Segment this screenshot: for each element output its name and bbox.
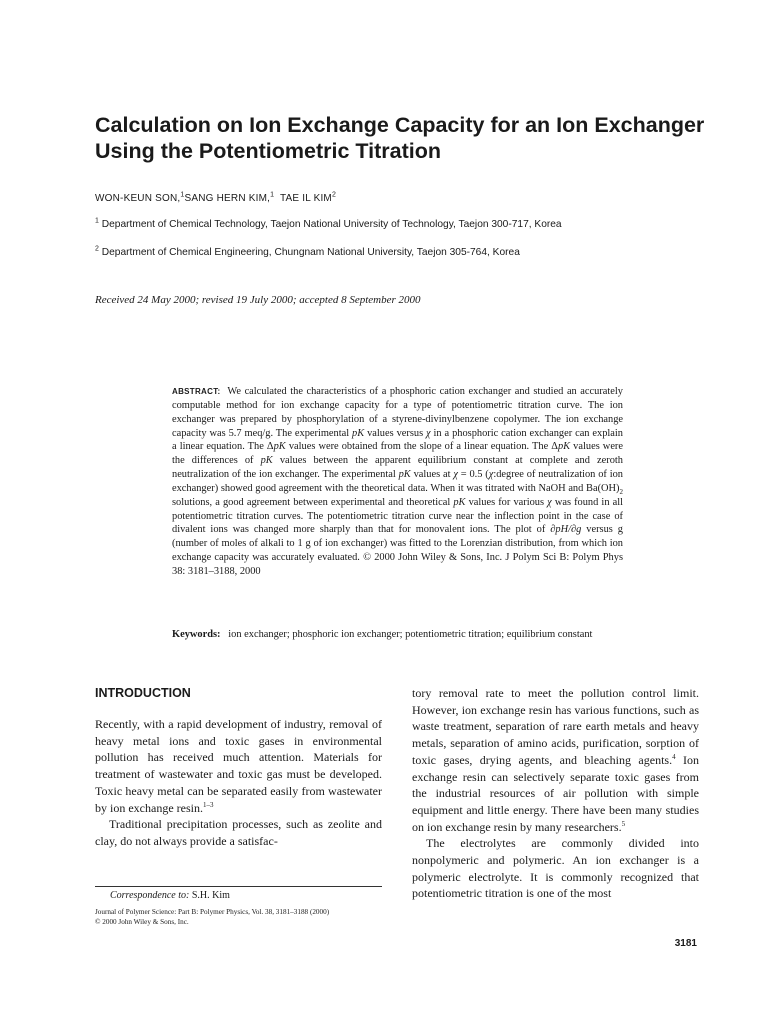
keywords (172, 628, 623, 642)
abstract-text: :degree of neutralization of ion exchanger) showed good agreement with the theoretical data. When it was titrated with NaOH and Ba(OH) (172, 469, 623, 494)
paragraph: Traditional precipitation processes, such as zeolite and clay, do not always provide a satisfac- (95, 817, 382, 848)
affiliation-2-text: Department of Chemical Engineering, Chungnam National University, Taejon 305-764, Korea (101, 247, 520, 258)
abstract-pk: pK (260, 455, 273, 467)
abstract-pk: pK (453, 496, 466, 508)
abstract-text: values were obtained from the slope of a linear equation. The Δ (285, 441, 558, 453)
author-1-affil: 1 (180, 191, 185, 199)
affiliation-2 (95, 247, 715, 258)
correspondence-label: Correspondence to: (110, 890, 190, 901)
abstract-pk: pK (352, 427, 365, 439)
author-list (95, 193, 715, 204)
journal-info (95, 907, 385, 927)
correspondence-note (110, 890, 382, 901)
citation: 5 (621, 819, 626, 828)
author-1: WON-KEUN SON, (95, 193, 181, 204)
section-heading-introduction: INTRODUCTION (95, 686, 191, 700)
paragraph-text: Ion exchange resin can selectively separate toxic gases from the industrial resources of air pollution with simple equipment and little energy. There have been many studies on ion exchange resin by many researchers. (412, 752, 700, 834)
abstract-derivative: ∂pH/∂g (550, 524, 582, 536)
received-dates: Received 24 May 2000; revised 19 July 2000; accepted 8 September 2000 (95, 294, 421, 306)
affiliation-1 (95, 219, 715, 230)
abstract-chi: χ (453, 469, 458, 481)
page-number: 3181 (674, 938, 697, 949)
affiliation-1-text: Department of Chemical Technology, Taejon National University of Technology, Taejon 300-717, Korea (101, 219, 562, 230)
abstract-pk: pK (273, 441, 286, 453)
abstract-text: solutions, a good agreement between experimental and theoretical (172, 496, 454, 508)
abstract-text: versus g (number of moles of alkali to 1 g of ion exchanger) was fitted to the Lorenzian distribution, from which ion exchange capacity was accurately evaluated. © 2000 John Wiley & Sons, Inc. J Polym Sci B: Polym Phys 38: 3181–3188, 2000 (172, 524, 623, 577)
abstract-text: values versus (364, 427, 427, 439)
title-line-2: Using the Potentiometric Titration (95, 139, 442, 163)
abstract-pk: pK (557, 441, 571, 453)
copyright: © 2000 John Wiley & Sons, Inc. (95, 918, 189, 926)
paragraph-text: Recently, with a rapid development of industry, removal of heavy metal ions and toxic gases in environmental pollution has received much attention. Materials for treatment of wastewater and toxic gas must be developed. Toxic heavy metal can be separated easily from wastewater by ion exchange resin. (95, 717, 382, 815)
author-3-affil: 2 (331, 191, 337, 199)
keywords-text: ion exchanger; phosphoric ion exchanger; potentiometric titration; equilibrium constant (228, 629, 593, 640)
abstract-subscript: 2 (619, 487, 623, 496)
citation: 4 (672, 752, 676, 761)
abstract-text: values for various (465, 496, 548, 508)
paragraph (95, 716, 382, 816)
abstract-text: values between the apparent equilibrium constant at complete and zeroth neutralization of the ion exchanger. The experimental (172, 455, 623, 481)
journal-citation: Journal of Polymer Science: Part B: Polymer Physics, Vol. 38, 3181–3188 (2000) (95, 908, 330, 916)
abstract-label: ABSTRACT: (172, 387, 221, 396)
abstract-text: was found in all potentiometric titration curves. The potentiometric titration curve near the inflection point in the case of divalent ions was changed more sharply than that for monovalent ions. The plot of (172, 496, 624, 536)
left-column (95, 716, 382, 850)
abstract-text: values were the differences of (172, 441, 623, 467)
abstract-text: = 0.5 ( (457, 469, 489, 481)
abstract-text: We calculated the characteristics of a phosphoric cation exchanger and studied an accurately computable method for ion exchange capacity for a type of potentiometric titration curve. The ion exchanger was prepared by phosphorylation of a styrene-divinylbenzene copolymer. The ion exchange capacity was 5.7 meq/g. The experimental (172, 386, 623, 439)
citation: 1–3 (202, 800, 214, 809)
affiliation-1-num: 1 (95, 217, 99, 225)
right-column (412, 685, 699, 902)
abstract-text: in a phosphoric cation exchanger can explain a linear equation. The Δ (172, 427, 623, 453)
title-line-1: Calculation on Ion Exchange Capacity for an Ion Exchanger (95, 113, 705, 137)
author-2: SANG HERN KIM, (184, 193, 271, 204)
abstract (172, 385, 623, 579)
keywords-label: Keywords: (172, 629, 221, 640)
abstract-chi: χ (488, 469, 494, 481)
abstract-chi: χ (426, 427, 431, 439)
abstract-chi: χ (547, 496, 552, 508)
affiliation-2-num: 2 (95, 245, 99, 253)
abstract-text: values at (410, 469, 454, 481)
paragraph: The electrolytes are commonly divided into nonpolymeric and polymeric. An ion exchanger is a polymeric electrolyte. It is commonly recognized that potentiometric titration is one of the most (412, 836, 699, 901)
author-3: TAE IL KIM (279, 193, 332, 204)
footnote-divider (95, 886, 382, 887)
abstract-pk: pK (398, 469, 411, 481)
correspondence-name: S.H. Kim (191, 890, 230, 901)
paragraph (412, 685, 699, 835)
author-2-affil: 1 (270, 191, 275, 199)
paragraph-text: tory removal rate to meet the pollution control limit. However, ion exchange resin has various functions, such as waste treatment, separation of rare earth metals and heavy metals, separation of amino acids, purification, sorption of toxic gases, drying agents, and bleaching agents. (412, 686, 699, 767)
paper-title (95, 112, 715, 164)
